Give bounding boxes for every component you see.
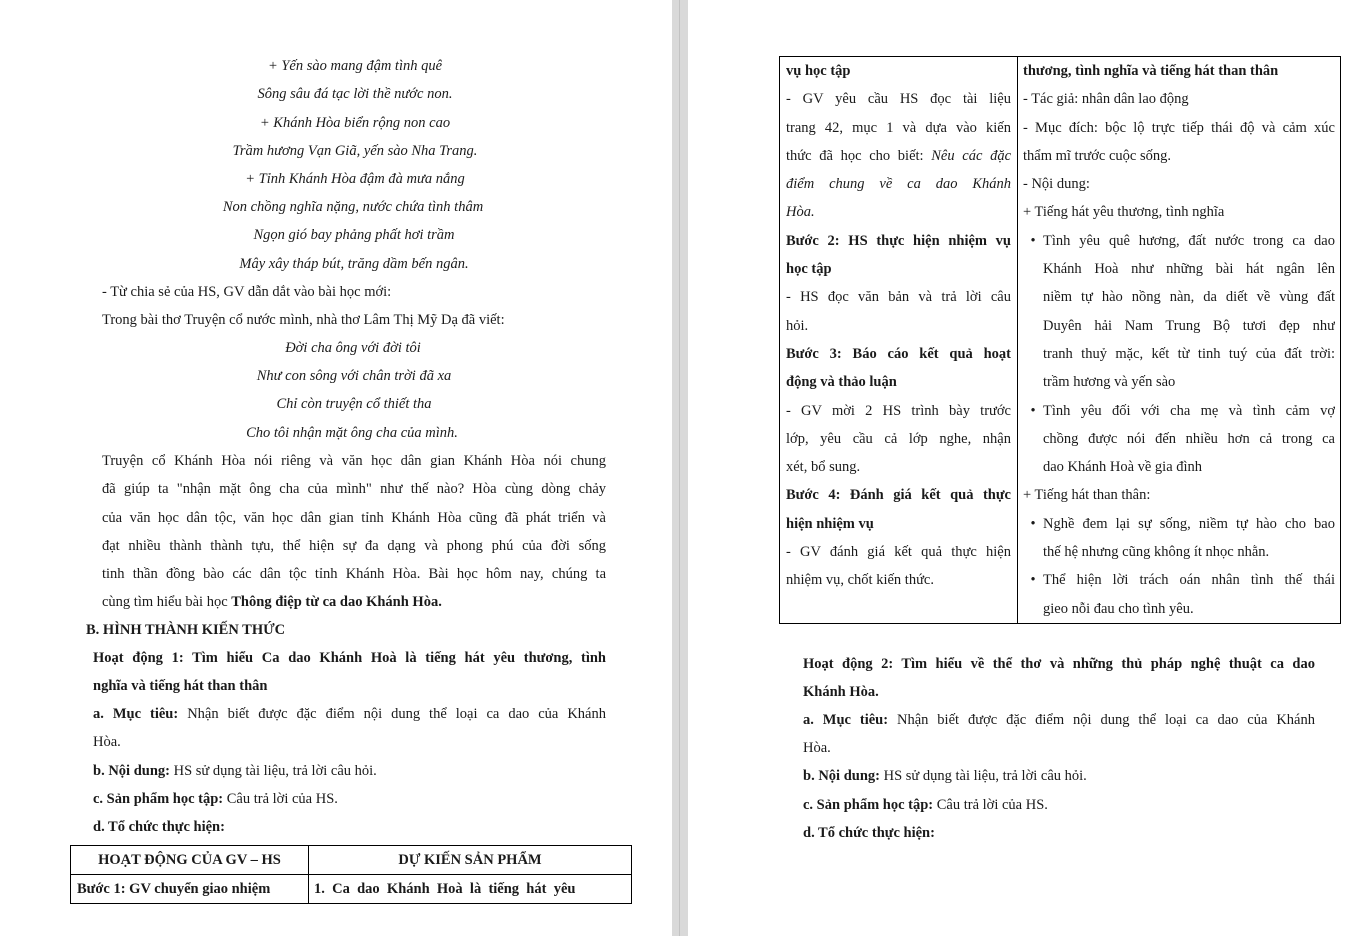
poem-line: + Yến sào mang đậm tình quê — [267, 58, 443, 74]
activity-table-continued — [779, 56, 1341, 624]
cell-text: niềm tự hào nồng nàn, da diết về vùng đất — [1043, 289, 1335, 306]
table-cell-line: - Nội dung: — [1023, 176, 1090, 193]
table-cell-line — [1023, 283, 1335, 311]
document-page-left — [0, 0, 672, 936]
cell-text: Duyên hải Nam Trung Bộ tươi đẹp như — [1043, 317, 1335, 334]
table-cell-line — [1023, 312, 1335, 340]
content-label: b. Nội dung: — [93, 763, 170, 779]
product-line — [93, 789, 338, 809]
poem-line: Mây xây tháp bút, trăng dầm bến ngân. — [239, 256, 469, 272]
paragraph-line: đã giúp ta "nhận mặt ông cha của mình" như thế nào? Hòa cùng dòng chảy — [102, 481, 606, 497]
bullet-icon: • — [1030, 572, 1036, 589]
table-cell-line — [1023, 397, 1335, 425]
content-text: HS sử dụng tài liệu, trả lời câu hỏi. — [169, 763, 377, 779]
table-cell-line: + Tiếng hát than thân: — [1023, 487, 1151, 504]
table-cell-line: nhiệm vụ, chốt kiến thức. — [786, 572, 934, 589]
content-line — [803, 766, 1087, 786]
section-heading: B. HÌNH THÀNH KIẾN THỨC — [86, 622, 286, 638]
table-cell-line — [1023, 510, 1335, 538]
cell-text: trầm hương và yến sào — [1043, 374, 1176, 391]
objective-line: Hòa. — [803, 740, 831, 756]
table-cell-line — [1023, 595, 1335, 623]
table-cell-line: - GV đánh giá kết quả thực hiện — [786, 544, 1011, 561]
poem-line: Sông sâu đá tạc lời thề nước non. — [257, 86, 453, 102]
poem-line: Trầm hương Vạn Giã, yến sào Nha Trang. — [232, 143, 478, 159]
table-cell-line: vụ học tập — [786, 63, 851, 79]
poem-line: Cho tôi nhận mặt ông cha của mình. — [246, 425, 458, 441]
objective-text: Nhận biết được đặc điểm nội dung thể loại ca dao của Khánh — [178, 706, 606, 722]
paragraph-line: đạt nhiều thành thành tựu, thể hiện sự đa dạng và phong phú của đời sống — [102, 538, 606, 554]
content-line — [93, 761, 377, 781]
product-line — [803, 795, 1048, 815]
intro-line: Trong bài thơ Truyện cổ nước mình, nhà thơ Lâm Thị Mỹ Dạ đã viết: — [102, 312, 505, 328]
table-cell-line — [1023, 538, 1335, 566]
objective-line: Hòa. — [93, 734, 121, 750]
table-cell-line: xét, bổ sung. — [786, 459, 861, 476]
table-cell-line — [786, 142, 1011, 170]
poem-line: Đời cha ông với đời tôi — [285, 340, 421, 356]
paragraph-line — [102, 592, 442, 612]
table-cell-line — [1023, 255, 1335, 283]
table-cell-line: Bước 2: HS thực hiện nhiệm vụ — [786, 232, 1011, 249]
paragraph-line: Truyện cổ Khánh Hòa nói riêng và văn học dân gian Khánh Hòa nói chung — [102, 453, 606, 469]
bullet-icon — [1023, 538, 1043, 566]
table-cell-line — [1023, 227, 1335, 255]
objective-line — [803, 710, 1315, 730]
content-label: b. Nội dung: — [803, 768, 880, 784]
table-row — [71, 875, 632, 904]
table-header-cell: DỰ KIẾN SẢN PHẨM — [309, 846, 632, 875]
document-page-right — [688, 0, 1366, 936]
product-text: Câu trả lời của HS. — [933, 797, 1048, 813]
table-cell-line — [1023, 566, 1335, 594]
table-cell-line: học tập — [786, 261, 832, 278]
cell-text: thế hệ nhưng cũng không ít nhọc nhằn. — [1043, 544, 1270, 561]
cell-text: chồng được nói đến nhiều hơn cả trong ca — [1043, 430, 1335, 447]
paragraph-line: tinh thần đồng bào các dân tộc tỉnh Khánh Hòa. Bài học hôm nay, chúng ta — [102, 566, 606, 582]
table-cell: Bước 1: GV chuyển giao nhiệm — [71, 875, 309, 904]
cell-text: dao Khánh Hoà về gia đình — [1043, 459, 1203, 476]
organization-label: d. Tổ chức thực hiện: — [93, 819, 225, 835]
table-cell-line: điểm chung về ca dao Khánh — [786, 176, 1011, 193]
table-cell-line: - Tác giả: nhân dân lao động — [1023, 91, 1189, 108]
cell-text: thức đã học cho biết: — [786, 147, 932, 164]
bullet-icon: • — [1030, 232, 1036, 249]
activity-heading: nghĩa và tiếng hát than thân — [93, 678, 268, 694]
table-cell-line: + Tiếng hát yêu thương, tình nghĩa — [1023, 204, 1225, 221]
gutter-line — [679, 0, 680, 936]
table-cell-line: - Mục đích: bộc lộ trực tiếp thái độ và cảm xúc — [1023, 119, 1335, 136]
table-cell-line: Bước 3: Báo cáo kết quả hoạt — [786, 345, 1011, 362]
poem-line: Non chồng nghĩa nặng, nước chứa tình thâm — [222, 199, 484, 215]
objective-line — [93, 704, 606, 724]
table-cell: 1. Ca dao Khánh Hoà là tiếng hát yêu — [309, 875, 632, 904]
poem-line: + Tỉnh Khánh Hòa đậm đà mưa nắng — [245, 171, 465, 187]
cell-text: gieo nỗi đau cho tình yêu. — [1043, 600, 1194, 617]
bullet-icon — [1023, 340, 1043, 368]
poem-line: Ngọn gió bay phảng phất hơi trầm — [253, 227, 455, 243]
bullet-icon — [1023, 453, 1043, 481]
poem-line: Như con sông với chân trời đã xa — [256, 368, 452, 384]
cell-text: Tình yêu đối với cha mẹ và tình cảm vợ — [1043, 402, 1335, 419]
organization-label: d. Tổ chức thực hiện: — [803, 825, 935, 841]
table-cell-line: hiện nhiệm vụ — [786, 515, 874, 532]
product-label: c. Sản phẩm học tập: — [803, 797, 934, 813]
cell-text: tranh thuỷ mặc, kết từ tinh tuý của đất trời: — [1043, 345, 1335, 362]
table-cell-line — [1023, 453, 1335, 481]
bullet-icon: • — [1030, 515, 1036, 532]
table-cell-line: thương, tình nghĩa và tiếng hát than thân — [1023, 63, 1279, 79]
table-cell-line: Bước 4: Đánh giá kết quả thực — [786, 487, 1011, 504]
product-label: c. Sản phẩm học tập: — [93, 791, 224, 807]
table-cell-line — [1023, 340, 1335, 368]
objective-label: a. Mục tiêu: — [93, 706, 179, 722]
poem-line: Chỉ còn truyện cổ thiết tha — [276, 396, 432, 412]
table-cell-line: thẩm mĩ trước cuộc sống. — [1023, 147, 1172, 164]
table-cell-line — [1023, 368, 1335, 396]
bullet-icon — [1023, 255, 1043, 283]
activity-heading: Hoạt động 1: Tìm hiểu Ca dao Khánh Hoà là tiếng hát yêu thương, tình — [93, 650, 606, 666]
paragraph-line: của văn học dân tộc, văn học dân gian tỉnh Khánh Hòa cũng đã phát triển và — [102, 510, 606, 526]
content-text: HS sử dụng tài liệu, trả lời câu hỏi. — [879, 768, 1087, 784]
empty-line — [786, 595, 1011, 623]
bullet-icon — [1023, 368, 1043, 396]
teacher-student-activity-cell — [780, 57, 1018, 624]
table-cell-line: động và thảo luận — [786, 374, 897, 391]
bullet-icon — [1023, 425, 1043, 453]
objective-text: Nhận biết được đặc điểm nội dung thể loại ca dao của Khánh — [888, 712, 1315, 728]
table-header-cell: HOẠT ĐỘNG CỦA GV – HS — [71, 846, 309, 875]
table-header-row — [71, 846, 632, 875]
cell-text: Khánh Hoà như những bài hát ngân lên — [1043, 261, 1335, 278]
bullet-icon — [1023, 595, 1043, 623]
cell-text-italic: Nêu các đặc — [931, 147, 1011, 164]
activity-heading: Hoạt động 2: Tìm hiểu về thể thơ và những thủ pháp nghệ thuật ca dao — [803, 656, 1315, 672]
lesson-title: Thông điệp từ ca dao Khánh Hòa. — [231, 594, 442, 610]
cell-text: Tình yêu quê hương, đất nước trong ca dao — [1043, 232, 1335, 249]
objective-label: a. Mục tiêu: — [803, 712, 889, 728]
table-cell-line: - GV mời 2 HS trình bày trước — [786, 402, 1011, 419]
cell-text: Thể hiện lời trách oán nhân tình thế thái — [1043, 572, 1335, 589]
paragraph-text: cùng tìm hiểu bài học — [102, 594, 232, 610]
product-text: Câu trả lời của HS. — [223, 791, 338, 807]
table-cell-line — [1023, 425, 1335, 453]
table-row — [780, 57, 1341, 624]
intro-line: - Từ chia sẻ của HS, GV dẫn dắt vào bài học mới: — [102, 284, 392, 300]
cell-text: Nghề đem lại sự sống, niềm tự hào cho bao — [1043, 515, 1335, 532]
activity-table — [70, 845, 632, 904]
bullet-icon: • — [1030, 402, 1036, 419]
table-cell-line: - HS đọc văn bản và trả lời câu — [786, 289, 1011, 306]
page-gutter — [672, 0, 688, 936]
table-cell-line: lớp, yêu cầu cả lớp nghe, nhận — [786, 430, 1011, 447]
table-cell-line: - GV yêu cầu HS đọc tài liệu — [786, 91, 1011, 108]
table-cell-line: Hòa. — [786, 204, 815, 221]
activity-heading: Khánh Hòa. — [803, 684, 879, 700]
table-cell-line: hỏi. — [786, 317, 809, 334]
table-cell-line: trang 42, mục 1 và dựa vào kiến — [786, 119, 1011, 136]
poem-line: + Khánh Hòa biển rộng non cao — [259, 115, 451, 131]
bullet-icon — [1023, 312, 1043, 340]
expected-product-cell — [1018, 57, 1341, 624]
bullet-icon — [1023, 283, 1043, 311]
